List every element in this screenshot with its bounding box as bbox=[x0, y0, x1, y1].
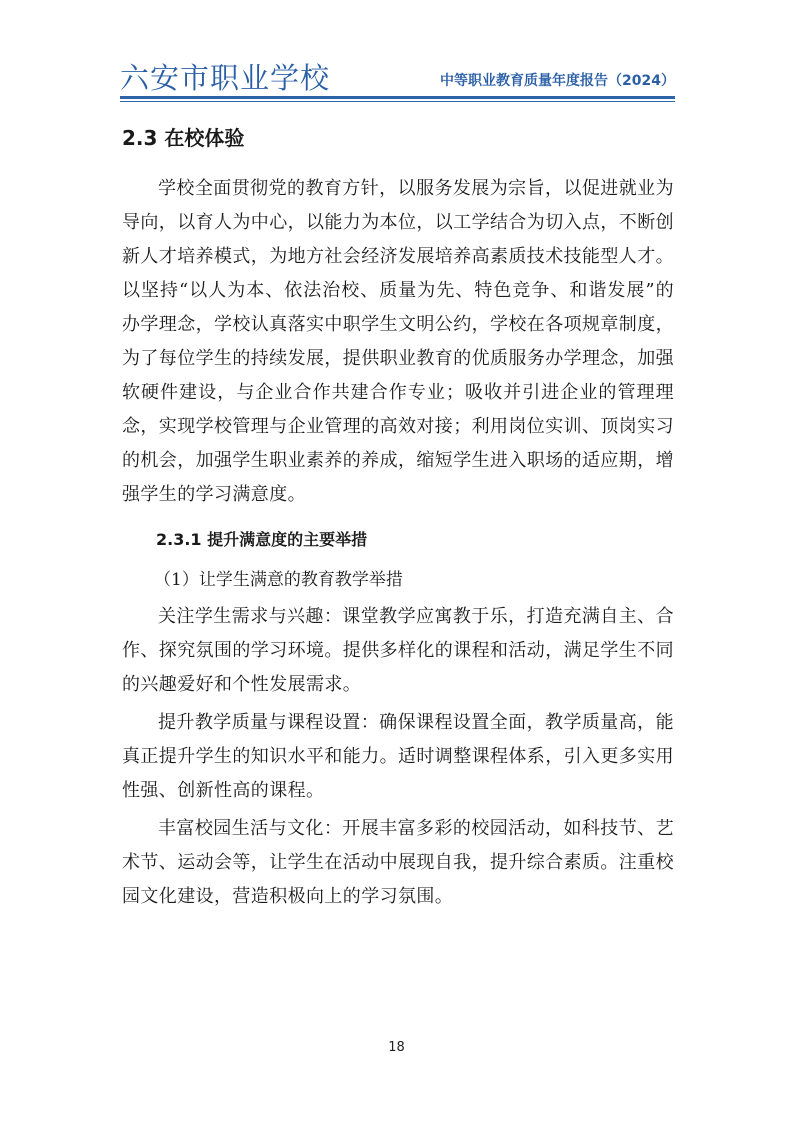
page-content bbox=[122, 118, 674, 914]
header-rule-thick bbox=[120, 96, 675, 99]
section-intro-paragraph: 学校全面贯彻党的教育方针，以服务发展为宗旨，以促进就业为导向，以育人为中心，以能力为本位，以工学结合为切入点，不断创新人才培养模式，为地方社会经济发展培养高素质技术技能型人才。以坚持“以人为本、依法治校、质量为先、特色竞争、和谐发展”的办学理念，学校认真落实中职学生文明公约，学校在各项规章制度，为了每位学生的持续发展，提供职业教育的优质服务办学理念，加强软硬件建设，与企业合作共建合作专业；吸收并引进企业的管理理念，实现学校管理与企业管理的高效对接；利用岗位实训、顶岗实习的机会，加强学生职业素养的养成，缩短学生进入职场的适应期，增强学生的学习满意度。 bbox=[122, 178, 674, 505]
subsection-title: 2.3.1 提升满意度的主要举措 bbox=[156, 530, 368, 549]
measure-paragraph-campus-life: 丰富校园生活与文化：开展丰富多彩的校园活动，如科技节、艺术节、运动会等，让学生在活动中展现自我，提升综合素质。注重校园文化建设，营造积极向上的学习氛围。 bbox=[122, 818, 674, 907]
sub-item-title: （1）让学生满意的教育教学举措 bbox=[154, 570, 403, 590]
page-number: 18 bbox=[388, 1040, 405, 1055]
school-name: 六安市职业学校 bbox=[120, 61, 331, 95]
measure-paragraph-quality: 提升教学质量与课程设置：确保课程设置全面，教学质量高，能真正提升学生的知识水平和能力。适时调整课程体系，引入更多实用性强、创新性高的课程。 bbox=[122, 712, 674, 801]
header-rule-thin bbox=[120, 101, 675, 102]
section-title: 2.3 在校体验 bbox=[122, 126, 245, 150]
measure-paragraph-needs: 关注学生需求与兴趣：课堂教学应寓教于乐，打造充满自主、合作、探究氛围的学习环境。提供多样化的课程和活动，满足学生不同的兴趣爱好和个性发展需求。 bbox=[122, 606, 674, 695]
report-title: 中等职业教育质量年度报告（2024） bbox=[440, 73, 675, 89]
page-header bbox=[120, 52, 675, 100]
